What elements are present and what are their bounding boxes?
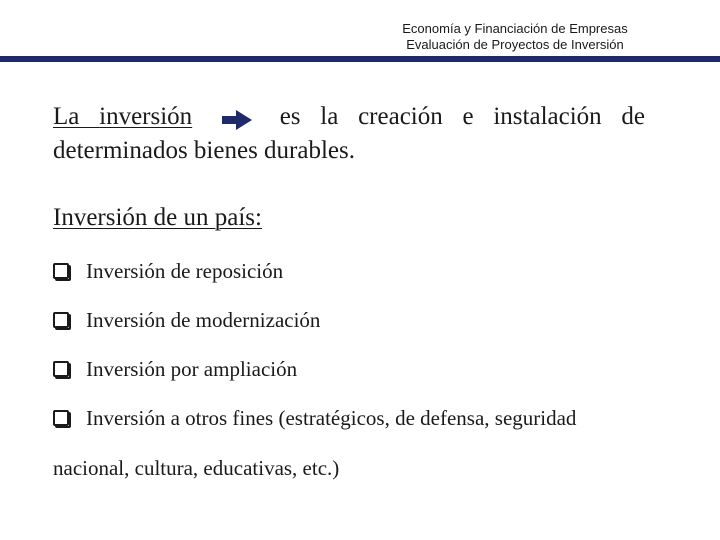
definition-paragraph bbox=[53, 100, 645, 168]
list-item-continuation: nacional, cultura, educativas, etc.) bbox=[53, 456, 340, 480]
list-item bbox=[53, 405, 663, 431]
header-course-title: Economía y Financiación de Empresas bbox=[402, 21, 628, 36]
right-arrow-icon bbox=[222, 106, 252, 126]
list-item-text: Inversión a otros fines (estratégicos, de defensa, seguridad bbox=[86, 406, 577, 430]
list-item-text: Inversión de modernización bbox=[86, 308, 321, 332]
definition-term-la: La bbox=[53, 103, 100, 130]
header-divider bbox=[0, 56, 720, 62]
list-item bbox=[53, 307, 320, 333]
definition-text-line1: es la creación e instalación de bbox=[279, 103, 645, 130]
definition-term-inversion: inversión bbox=[99, 103, 193, 130]
definition-text-line2: determinados bienes durables. bbox=[53, 137, 355, 164]
list-item bbox=[53, 356, 297, 382]
checkbox-bullet-icon bbox=[53, 410, 69, 426]
list-item-text: Inversión de reposición bbox=[86, 259, 284, 283]
list-item-text: Inversión por ampliación bbox=[86, 357, 298, 381]
section-subtitle: Inversión de un país: bbox=[53, 204, 262, 231]
header-topic-title: Evaluación de Proyectos de Inversión bbox=[406, 37, 624, 52]
slide-header bbox=[360, 21, 670, 53]
checkbox-bullet-icon bbox=[53, 361, 69, 377]
list-item bbox=[53, 258, 283, 284]
checkbox-bullet-icon bbox=[53, 312, 69, 328]
checkbox-bullet-icon bbox=[53, 263, 69, 279]
